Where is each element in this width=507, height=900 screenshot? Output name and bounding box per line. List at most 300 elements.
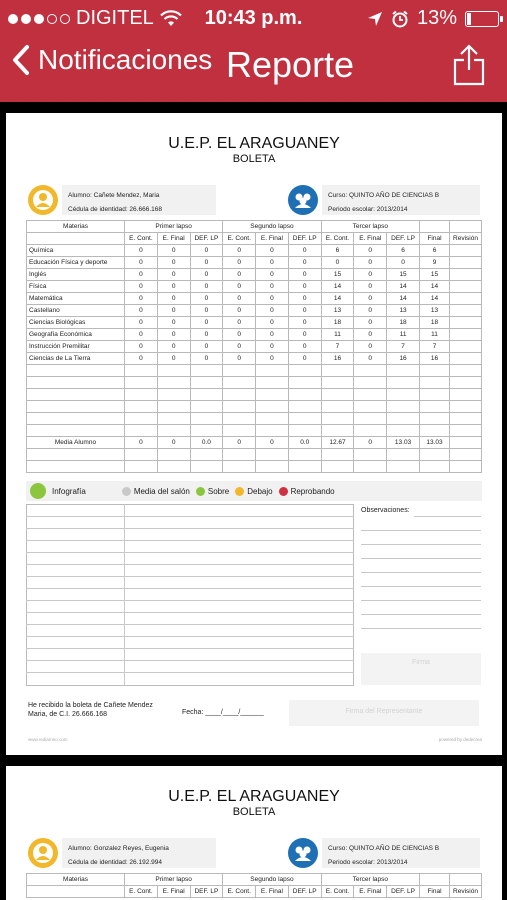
lapso-header: Tercer lapso <box>321 874 419 886</box>
legend-title: Infografía <box>52 486 86 496</box>
grade-cell: 0 <box>288 269 321 281</box>
grade-cell: 0 <box>321 257 354 269</box>
student-id: Cédula de identidad: 26.666.168 <box>68 206 162 213</box>
document-type: BOLETA <box>232 153 276 165</box>
grade-cell <box>223 425 256 437</box>
empty-row <box>27 389 482 401</box>
grade-cell <box>450 437 482 449</box>
grade-cell: 9 <box>420 257 450 269</box>
student-avatar-icon <box>28 838 58 868</box>
grade-cell: 0 <box>190 329 223 341</box>
subject-cell <box>27 425 125 437</box>
table-row <box>27 245 482 257</box>
grade-cell <box>450 449 482 461</box>
grade-cell <box>387 413 420 425</box>
subject-cell: Educación Física y deporte <box>27 257 125 269</box>
grade-cell: 0 <box>288 341 321 353</box>
grade-cell: 0 <box>223 341 256 353</box>
grade-cell <box>223 377 256 389</box>
grade-cell: 16 <box>420 353 450 365</box>
table-row <box>27 257 482 269</box>
share-icon[interactable] <box>453 44 485 86</box>
empty-row <box>27 425 482 437</box>
grade-cell: 18 <box>420 317 450 329</box>
grade-cell <box>354 413 387 425</box>
grade-cell: 0 <box>354 341 387 353</box>
grade-cell <box>321 413 354 425</box>
grade-cell: 6 <box>321 245 354 257</box>
grade-cell <box>190 365 223 377</box>
grade-cell: 0 <box>157 281 190 293</box>
grade-cell <box>256 389 289 401</box>
grade-cell <box>321 425 354 437</box>
chevron-left-icon <box>12 44 30 76</box>
grade-cell <box>256 425 289 437</box>
grade-cell <box>321 365 354 377</box>
grade-cell: 13.03 <box>420 437 450 449</box>
grade-cell: 0 <box>354 317 387 329</box>
representative-label: Firma del Representante <box>345 708 423 715</box>
grade-cell: 0 <box>223 437 256 449</box>
school-name: U.E.P. EL ARAGUANEY <box>168 788 340 805</box>
grade-cell <box>450 269 482 281</box>
grade-cell: 0 <box>223 245 256 257</box>
table-row <box>27 305 482 317</box>
subject-cell: Matemática <box>27 293 125 305</box>
representative-signature-box <box>289 700 479 726</box>
lapso-header: Segundo lapso <box>223 874 321 886</box>
subheader: DEF. LP <box>387 233 420 245</box>
subheader: E. Final <box>354 233 387 245</box>
grade-cell <box>190 461 223 473</box>
grade-cell: 0 <box>288 281 321 293</box>
student-name: Alumno: Gonzalez Reyes, Eugenia <box>68 845 169 852</box>
grade-cell: 0 <box>223 329 256 341</box>
subheader: E. Final <box>157 233 190 245</box>
grade-cell: 0 <box>256 353 289 365</box>
grade-cell <box>387 365 420 377</box>
date-field: Fecha: ____/____/______ <box>182 709 264 716</box>
grade-cell: 0 <box>288 257 321 269</box>
subheader: DEF. LP <box>190 886 223 898</box>
grade-cell: 7 <box>321 341 354 353</box>
footer-powered-by: powered by dedecrea <box>438 737 482 742</box>
subheader: E. Final <box>256 886 289 898</box>
student-id: Cédula de identidad: 26.192.994 <box>68 859 162 866</box>
grade-cell <box>450 341 482 353</box>
subject-cell: Química <box>27 245 125 257</box>
grade-cell <box>450 257 482 269</box>
grade-cell: 0 <box>157 317 190 329</box>
grade-cell: 0 <box>157 353 190 365</box>
grade-cell <box>387 401 420 413</box>
grade-cell <box>354 449 387 461</box>
subject-cell: Geografía Económica <box>27 329 125 341</box>
grade-cell: 0 <box>288 317 321 329</box>
grade-cell: 0 <box>190 341 223 353</box>
subheader: E. Cont. <box>321 886 354 898</box>
grade-cell <box>354 401 387 413</box>
grades-table-header <box>26 873 482 898</box>
grade-cell <box>256 377 289 389</box>
grade-cell: 0 <box>125 353 158 365</box>
grade-cell <box>256 413 289 425</box>
grade-cell: 0 <box>125 281 158 293</box>
grade-cell: 0.0 <box>190 437 223 449</box>
grade-cell: 0 <box>190 293 223 305</box>
grade-cell <box>420 365 450 377</box>
lapso-header: Primer lapso <box>125 874 223 886</box>
grade-cell: 0 <box>256 281 289 293</box>
grade-cell: 0 <box>256 245 289 257</box>
legend-dot <box>196 487 205 496</box>
grade-cell <box>420 449 450 461</box>
subject-cell: Castellano <box>27 305 125 317</box>
table-row <box>27 281 482 293</box>
grade-cell: 0 <box>157 257 190 269</box>
subheader: DEF. LP <box>288 886 321 898</box>
grade-cell <box>387 461 420 473</box>
subject-cell <box>27 449 125 461</box>
grade-cell <box>387 449 420 461</box>
grade-cell: 0 <box>190 305 223 317</box>
grade-cell <box>223 365 256 377</box>
back-button[interactable] <box>12 44 212 76</box>
grade-cell: 6 <box>420 245 450 257</box>
grade-cell: 14 <box>321 281 354 293</box>
subject-cell <box>27 377 125 389</box>
grade-cell: 15 <box>387 269 420 281</box>
grade-cell: 0 <box>354 245 387 257</box>
empty-row <box>27 401 482 413</box>
grade-cell: 13.03 <box>387 437 420 449</box>
grade-cell <box>354 377 387 389</box>
location-arrow-icon <box>367 11 383 27</box>
grade-cell <box>450 389 482 401</box>
grade-cell: 14 <box>420 293 450 305</box>
grade-cell <box>157 425 190 437</box>
subheader: E. Cont. <box>321 233 354 245</box>
lightbulb-icon <box>30 483 46 499</box>
grade-cell <box>190 425 223 437</box>
receipt-text: He recibido la boleta de Cañete Mendez Maria, de C.I. 26.666.168 <box>28 702 153 718</box>
grade-cell: 14 <box>321 293 354 305</box>
grade-cell <box>450 281 482 293</box>
subject-cell <box>27 389 125 401</box>
course-info <box>322 185 480 215</box>
carrier-name: DIGITEL <box>76 7 154 29</box>
legend-label: Debajo <box>247 486 273 496</box>
grade-cell: 0.0 <box>288 437 321 449</box>
infographic-legend <box>26 481 482 501</box>
subheader: E. Cont. <box>125 886 158 898</box>
subject-header: Materias <box>27 221 125 233</box>
grade-cell: 13 <box>321 305 354 317</box>
subject-header: Materias <box>27 874 125 886</box>
grade-cell <box>420 389 450 401</box>
grade-cell: 0 <box>256 293 289 305</box>
grade-cell <box>157 377 190 389</box>
grade-cell <box>125 461 158 473</box>
grade-cell: 0 <box>157 437 190 449</box>
subject-cell <box>27 413 125 425</box>
final-header: Final <box>420 886 450 898</box>
grade-cell: 12.67 <box>321 437 354 449</box>
footer-url: www.rediarneo.com <box>28 737 68 742</box>
grade-cell: 0 <box>157 293 190 305</box>
subject-cell <box>27 401 125 413</box>
grade-cell: 13 <box>387 305 420 317</box>
grade-cell <box>125 449 158 461</box>
alarm-clock-icon <box>391 10 409 28</box>
grade-cell: 13 <box>420 305 450 317</box>
grade-cell <box>157 401 190 413</box>
grade-cell: 0 <box>256 317 289 329</box>
grade-cell <box>321 401 354 413</box>
student-avatar-icon <box>28 185 58 215</box>
empty-row <box>27 449 482 461</box>
report-card-page-2 <box>6 766 502 900</box>
grade-cell: 0 <box>354 353 387 365</box>
grade-cell: 16 <box>321 353 354 365</box>
revision-header: Revisión <box>450 886 482 898</box>
grade-cell <box>157 365 190 377</box>
grade-cell: 0 <box>223 281 256 293</box>
grade-cell: 0 <box>125 245 158 257</box>
grade-cell <box>288 425 321 437</box>
legend-label: Media del salón <box>133 486 190 496</box>
grade-cell <box>288 449 321 461</box>
grade-cell <box>420 425 450 437</box>
student-info <box>62 838 216 868</box>
grade-cell <box>223 461 256 473</box>
grade-cell <box>321 449 354 461</box>
grade-cell: 15 <box>321 269 354 281</box>
grade-cell <box>256 401 289 413</box>
grade-cell <box>354 365 387 377</box>
grade-cell <box>223 389 256 401</box>
grade-cell <box>450 365 482 377</box>
grade-cell <box>256 461 289 473</box>
grade-cell: 7 <box>420 341 450 353</box>
subject-cell: Media Alumno <box>27 437 125 449</box>
course-group-icon <box>288 838 318 868</box>
grade-cell: 0 <box>288 353 321 365</box>
grade-cell <box>450 461 482 473</box>
status-bar <box>0 0 507 36</box>
grade-cell <box>125 389 158 401</box>
course-name: Curso: QUINTO AÑO DE CIENCIAS B <box>328 192 440 199</box>
grade-cell: 0 <box>190 353 223 365</box>
empty-row <box>27 365 482 377</box>
grade-cell <box>190 401 223 413</box>
subheader: E. Cont. <box>223 886 256 898</box>
grade-cell <box>354 461 387 473</box>
grade-cell <box>420 461 450 473</box>
grade-cell <box>420 377 450 389</box>
table-row <box>27 269 482 281</box>
subject-cell: Ciencias Biológicas <box>27 317 125 329</box>
signature-box <box>361 653 481 685</box>
grade-cell <box>125 401 158 413</box>
grades-table <box>26 220 482 473</box>
lapso-header: Segundo lapso <box>223 221 321 233</box>
grade-cell <box>450 317 482 329</box>
subheader: DEF. LP <box>387 886 420 898</box>
grade-cell <box>288 377 321 389</box>
grade-cell: 0 <box>157 329 190 341</box>
grade-cell: 0 <box>125 437 158 449</box>
grade-cell <box>321 389 354 401</box>
infographic-chart-area <box>26 504 354 686</box>
grade-cell <box>223 413 256 425</box>
status-time: 10:43 p.m. <box>204 7 303 29</box>
final-header: Final <box>420 233 450 245</box>
grade-cell: 0 <box>354 269 387 281</box>
navigation-bar <box>0 38 507 98</box>
grade-cell: 0 <box>125 293 158 305</box>
student-info <box>62 185 216 215</box>
grade-cell <box>420 413 450 425</box>
grade-cell: 0 <box>223 305 256 317</box>
grade-cell <box>288 389 321 401</box>
grade-cell: 0 <box>354 305 387 317</box>
grade-cell <box>223 449 256 461</box>
school-period: Periodo escolar: 2013/2014 <box>328 859 408 866</box>
grade-cell: 0 <box>190 257 223 269</box>
top-bar <box>0 0 507 102</box>
subject-cell <box>27 365 125 377</box>
grade-cell <box>354 389 387 401</box>
grade-cell: 18 <box>321 317 354 329</box>
subheader: DEF. LP <box>288 233 321 245</box>
grade-cell: 0 <box>256 341 289 353</box>
grade-cell: 0 <box>190 245 223 257</box>
grade-cell <box>450 413 482 425</box>
grade-cell: 0 <box>354 257 387 269</box>
revision-header: Revisión <box>450 233 482 245</box>
grade-cell <box>288 461 321 473</box>
student-name: Alumno: Cañete Mendez, Maria <box>68 192 160 199</box>
grade-cell <box>450 293 482 305</box>
grade-cell <box>125 413 158 425</box>
grade-cell: 0 <box>288 293 321 305</box>
grade-cell <box>450 305 482 317</box>
grade-cell: 15 <box>420 269 450 281</box>
grade-cell: 0 <box>354 437 387 449</box>
grade-cell: 0 <box>354 329 387 341</box>
grade-cell: 11 <box>321 329 354 341</box>
grade-cell <box>387 377 420 389</box>
lapso-header: Tercer lapso <box>321 221 419 233</box>
grade-cell: 0 <box>354 293 387 305</box>
grade-cell: 0 <box>190 269 223 281</box>
battery-percent: 13% <box>416 7 457 29</box>
grade-cell <box>157 389 190 401</box>
grade-cell: 0 <box>223 257 256 269</box>
table-row <box>27 293 482 305</box>
grade-cell <box>387 425 420 437</box>
subject-cell <box>27 461 125 473</box>
grade-cell <box>321 377 354 389</box>
empty-row <box>27 461 482 473</box>
grade-cell: 16 <box>387 353 420 365</box>
subheader: DEF. LP <box>190 233 223 245</box>
grade-cell: 18 <box>387 317 420 329</box>
grade-cell: 0 <box>288 305 321 317</box>
grade-cell: 0 <box>256 305 289 317</box>
grade-cell <box>450 329 482 341</box>
legend-label: Sobre <box>207 486 230 496</box>
grade-cell <box>288 401 321 413</box>
grade-cell: 0 <box>223 353 256 365</box>
battery-icon <box>465 11 499 27</box>
grade-cell <box>190 377 223 389</box>
grade-cell: 0 <box>190 281 223 293</box>
page-title: Reporte <box>226 44 355 85</box>
grade-cell <box>157 461 190 473</box>
grade-cell: 0 <box>125 257 158 269</box>
signature-label: Firma <box>412 659 430 666</box>
grade-cell: 0 <box>157 245 190 257</box>
school-period: Periodo escolar: 2013/2014 <box>328 206 408 213</box>
grade-cell <box>223 401 256 413</box>
grade-cell: 6 <box>387 245 420 257</box>
subject-cell: Inglés <box>27 269 125 281</box>
grade-cell: 0 <box>125 341 158 353</box>
grade-cell <box>157 449 190 461</box>
subject-cell: Ciencias de La Tierra <box>27 353 125 365</box>
grade-cell <box>125 365 158 377</box>
grade-cell: 0 <box>354 281 387 293</box>
grade-cell: 0 <box>256 269 289 281</box>
observations-label: Observaciones: <box>361 507 410 514</box>
grade-cell <box>450 353 482 365</box>
grade-cell <box>450 377 482 389</box>
grade-cell <box>125 425 158 437</box>
grade-cell: 0 <box>288 245 321 257</box>
grade-cell <box>288 413 321 425</box>
grade-cell: 0 <box>157 341 190 353</box>
grade-cell: 7 <box>387 341 420 353</box>
grade-cell: 0 <box>288 329 321 341</box>
grade-cell: 11 <box>387 329 420 341</box>
grade-cell <box>157 413 190 425</box>
subheader: E. Cont. <box>125 233 158 245</box>
legend-dot <box>122 487 131 496</box>
grade-cell <box>256 449 289 461</box>
media-row <box>27 437 482 449</box>
grade-cell <box>450 401 482 413</box>
grade-cell <box>190 449 223 461</box>
subheader: E. Final <box>354 886 387 898</box>
legend-dot <box>279 487 288 496</box>
grade-cell <box>354 425 387 437</box>
subject-cell: Física <box>27 281 125 293</box>
grade-cell <box>387 389 420 401</box>
grade-cell <box>420 401 450 413</box>
grade-cell: 0 <box>223 293 256 305</box>
table-row <box>27 353 482 365</box>
school-name: U.E.P. EL ARAGUANEY <box>168 135 340 152</box>
subheader: E. Final <box>157 886 190 898</box>
lapso-header: Primer lapso <box>125 221 223 233</box>
grade-cell <box>450 245 482 257</box>
document-type: BOLETA <box>232 806 276 818</box>
grade-cell <box>256 365 289 377</box>
legend-dot <box>235 487 244 496</box>
table-row <box>27 329 482 341</box>
